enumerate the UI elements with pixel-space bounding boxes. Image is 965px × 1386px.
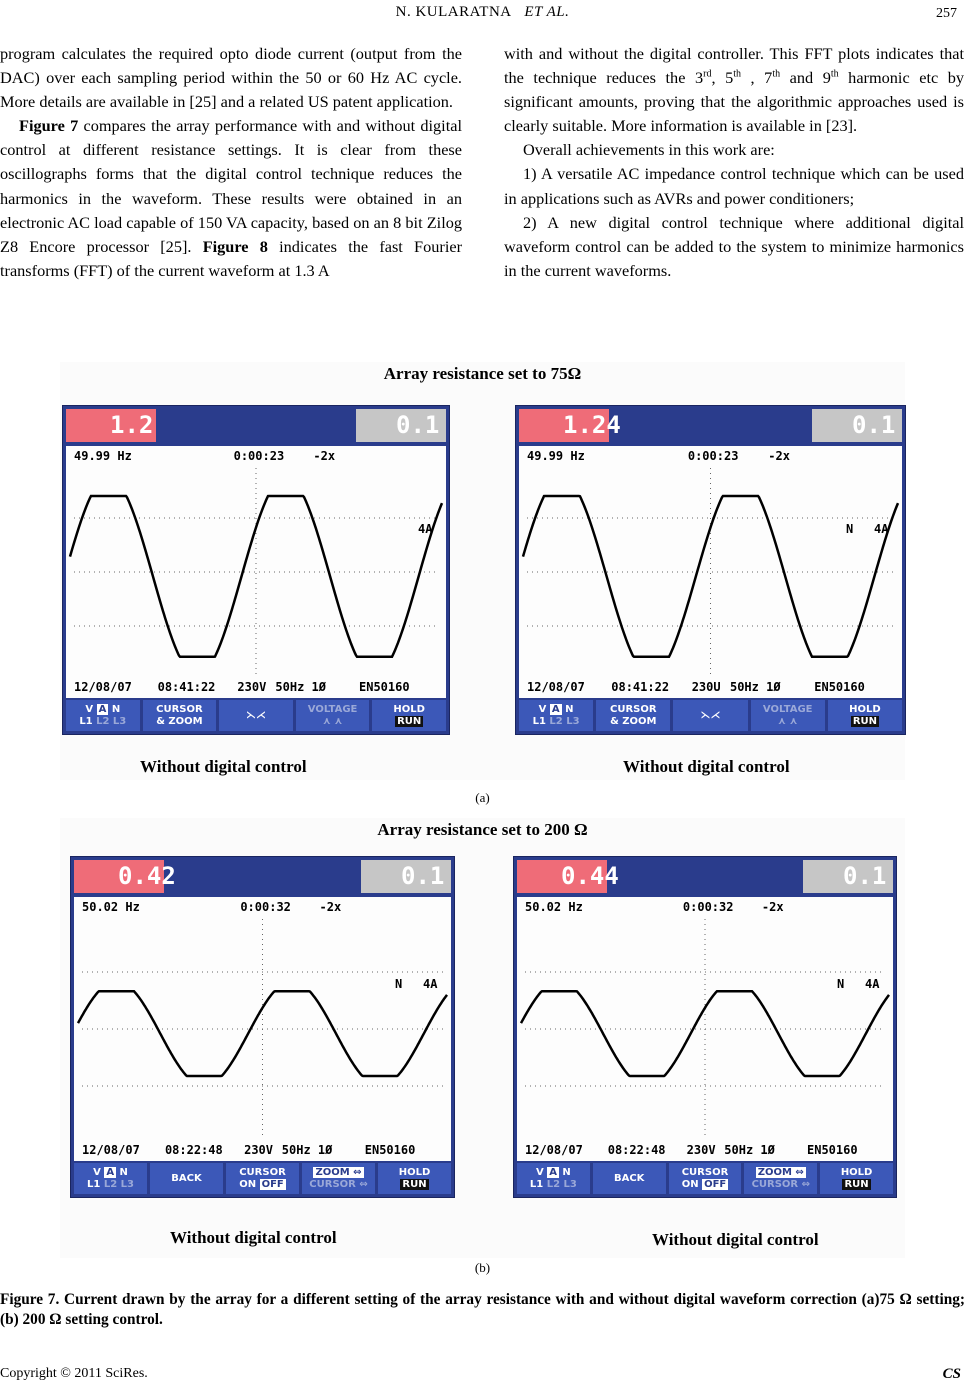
elapsed-time: 0:00:32: [240, 900, 291, 914]
scope-display: [66, 446, 446, 698]
figure-panel-b: [60, 818, 905, 1258]
current-reading: 0.44: [517, 860, 607, 893]
softkey-row: [517, 1163, 893, 1194]
paragraph-text: , 5: [711, 68, 734, 88]
waveform-plot: [66, 464, 446, 680]
left-column: [0, 42, 462, 283]
nominal-frequency: 50Hz 1Ø: [275, 680, 326, 694]
softkey: VOLTAGE ⋏ ⋏: [296, 700, 370, 731]
softkey: CURSOR & ZOOM: [596, 700, 670, 731]
clock: 08:22:48: [607, 1143, 666, 1157]
figure-ref: Figure 7: [19, 116, 79, 136]
clock: 08:41:22: [611, 680, 670, 694]
waveform-plot: [517, 915, 893, 1143]
panel-label: Without digital control: [170, 1228, 337, 1247]
paragraph-text: indicates the fast Fourier transforms (FFT) of the current waveform at 1.3 A: [0, 236, 462, 280]
paragraph-text: and 9: [780, 68, 831, 88]
softkey: ⋋⋌: [219, 700, 293, 731]
elapsed-time: 0:00:23: [233, 449, 285, 463]
softkey: HOLD RUN: [820, 1163, 893, 1194]
subfigure-label: (b): [474, 1260, 491, 1275]
date: 12/08/07: [527, 680, 585, 694]
nominal-frequency: 50Hz 1Ø: [724, 1143, 775, 1157]
waveform-plot: [519, 464, 902, 680]
current-waveform: [521, 991, 889, 1076]
subfigure-label: (a): [475, 790, 490, 805]
paragraph: 1) A versatile AC impedance control technique which can be used in applications such as AVRs and power conditioners;: [504, 164, 964, 208]
reading-bar: [519, 409, 902, 442]
scope-display: [517, 897, 893, 1161]
softkey: HOLD RUN: [372, 700, 446, 731]
softkey: CURSOR & ZOOM: [143, 700, 217, 731]
panel-label: Without digital control: [623, 757, 790, 776]
softkey: ZOOM ⇔ CURSOR ⇔: [302, 1163, 375, 1194]
paragraph: [0, 114, 462, 283]
scale-marker: 4A: [418, 522, 433, 537]
superscript: th: [830, 68, 839, 80]
nominal-voltage: 230V: [244, 1143, 274, 1157]
current-reading: 1.2: [66, 409, 156, 442]
panel-label: Without digital control: [652, 1230, 819, 1249]
paragraph-text: compares the array performance with and without digital control at different resistance settings. It is clear from these oscillographs forms that the digital control technique reduces the harmonics in the waveform. These results were obtained in an electronic AC load capable of 150 VA capacity, based on an 8 bit Zilog Z8 Encore processor [25].: [0, 116, 462, 256]
reading-bar: [74, 860, 451, 893]
standard: EN50160: [814, 680, 865, 694]
clock: 08:22:48: [164, 1143, 223, 1157]
softkey: ZOOM ⇔ CURSOR ⇔: [744, 1163, 817, 1194]
figure-ref: Figure 8: [202, 236, 268, 256]
oscilloscope-screenshot: [70, 856, 455, 1198]
current-reading: 0.42: [74, 860, 164, 893]
standard: EN50160: [359, 680, 410, 694]
paragraph: program calculates the required opto diode current (output from the DAC) over each sampling period within the 50 or 60 Hz AC cycle. More details are available in [25] and a related US patent application.: [0, 44, 462, 112]
standard: EN50160: [364, 1143, 416, 1157]
softkey: V A N L1 L2 L3: [517, 1163, 590, 1194]
softkey: BACK: [593, 1163, 666, 1194]
nominal-frequency: 50Hz 1Ø: [729, 680, 781, 694]
neutral-reading: 0.1: [356, 409, 446, 442]
neutral-reading: 0.1: [361, 860, 451, 893]
nominal-voltage: 230V: [686, 1143, 716, 1157]
scope-display: [74, 897, 451, 1161]
frequency: 49.99 Hz: [527, 449, 585, 463]
paragraph: 2) A new digital control technique where additional digital waveform control can be added to the system to minimize harmonics in the current waveforms.: [504, 212, 964, 280]
reading-bar: [517, 860, 893, 893]
date: 12/08/07: [82, 1143, 140, 1157]
scope-display: [519, 446, 902, 698]
frequency: 49.99 Hz: [74, 449, 132, 463]
nominal-voltage: 230U: [691, 680, 721, 694]
scale-marker: 4A: [423, 976, 438, 991]
zoom-level: -2x: [319, 900, 342, 914]
figure-panel-a: [60, 362, 905, 780]
current-waveform: [523, 496, 898, 657]
softkey: CURSOR ON OFF: [669, 1163, 742, 1194]
header-et-al: ET AL.: [524, 4, 570, 20]
softkey: HOLD RUN: [828, 700, 902, 731]
paragraph: Overall achievements in this work are:: [523, 140, 775, 160]
paragraph-text: harmonic etc by significant amounts, proving that the algorithmic approaches used is clearly suitable. More information is available in [23].: [504, 68, 965, 136]
current-waveform: [70, 496, 442, 657]
scale-marker: 4A: [865, 976, 880, 991]
zoom-level: -2x: [768, 449, 790, 463]
softkey-row: [519, 700, 902, 731]
date: 12/08/07: [525, 1143, 583, 1157]
superscript: th: [733, 68, 742, 80]
panel-title: Array resistance set to 75Ω: [383, 364, 582, 383]
nominal-voltage: 230V: [237, 680, 267, 694]
neutral-marker: N: [837, 976, 845, 991]
right-column: [504, 42, 964, 283]
superscript: th: [772, 68, 781, 80]
softkey: BACK: [150, 1163, 223, 1194]
nominal-frequency: 50Hz 1Ø: [281, 1143, 333, 1157]
date: 12/08/07: [74, 680, 132, 694]
softkey: ⋋⋌: [673, 700, 747, 731]
standard: EN50160: [807, 1143, 858, 1157]
neutral-marker: N: [846, 522, 854, 537]
frequency: 50.02 Hz: [82, 900, 140, 914]
panel-title: Array resistance set to 200 Ω: [377, 820, 588, 839]
oscilloscope-screenshot: [62, 405, 450, 735]
reading-bar: [66, 409, 446, 442]
clock: 08:41:22: [157, 680, 216, 694]
zoom-level: -2x: [761, 900, 784, 914]
neutral-reading: 0.1: [812, 409, 902, 442]
copyright: Copyright © 2011 SciRes.: [0, 1366, 148, 1381]
zoom-level: -2x: [313, 449, 336, 463]
neutral-reading: 0.1: [803, 860, 893, 893]
oscilloscope-screenshot: [515, 405, 906, 735]
paragraph: [504, 42, 964, 138]
page-number: 257: [936, 6, 957, 21]
figure-caption: Figure 7. Current drawn by the array for a different setting of the array resistance with and without digital waveform correction (a)75 Ω setting; (b) 200 Ω setting control.: [0, 1291, 965, 1328]
paragraph-text: with and without the digital controller. This FFT plots indicates that the technique reduces the 3: [504, 44, 964, 88]
oscilloscope-screenshot: [513, 856, 897, 1198]
header-authors: N. KULARATNA: [395, 4, 512, 20]
softkey: HOLD RUN: [378, 1163, 451, 1194]
frequency: 50.02 Hz: [525, 900, 583, 914]
elapsed-time: 0:00:23: [687, 449, 739, 463]
journal-abbrev: CS: [942, 1366, 961, 1382]
neutral-marker: N: [395, 976, 403, 991]
running-header: [0, 4, 965, 21]
waveform-plot: [74, 915, 451, 1143]
paragraph-text: , 7: [741, 68, 773, 88]
softkey: V A N L1 L2 L3: [66, 700, 140, 731]
softkey: V A N L1 L2 L3: [74, 1163, 147, 1194]
panel-label: Without digital control: [140, 757, 307, 776]
elapsed-time: 0:00:32: [682, 900, 734, 914]
softkey: CURSOR ON OFF: [226, 1163, 299, 1194]
softkey-row: [74, 1163, 451, 1194]
current-waveform: [78, 991, 447, 1076]
scale-marker: 4A: [874, 522, 889, 537]
current-reading: 1.24: [519, 409, 609, 442]
softkey-row: [66, 700, 446, 731]
superscript: rd: [703, 68, 712, 80]
softkey: V A N L1 L2 L3: [519, 700, 593, 731]
softkey: VOLTAGE ⋏ ⋏: [751, 700, 825, 731]
